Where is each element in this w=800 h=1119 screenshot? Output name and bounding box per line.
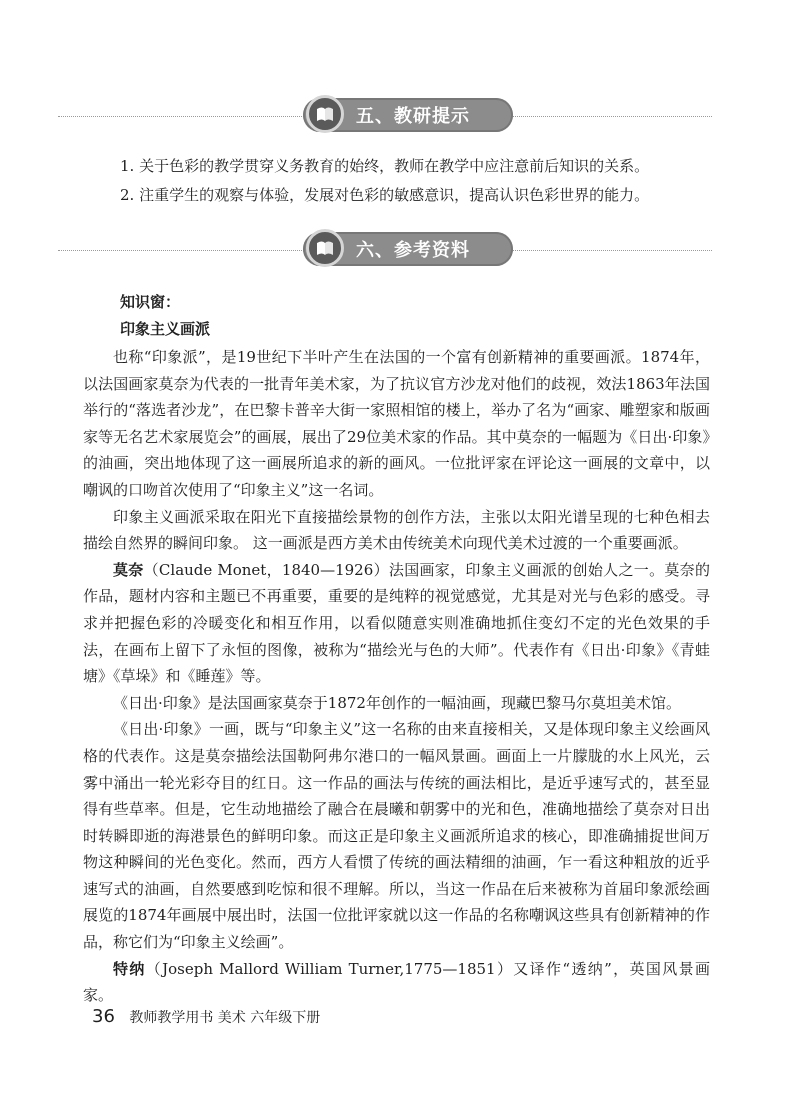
paragraph: 《日出·印象》是法国画家莫奈于1872年创作的一幅油画，现藏巴黎马尔莫坦美术馆。 xyxy=(113,693,681,712)
tip-item: 2. 注重学生的观察与体验，发展对色彩的敏感意识，提高认识色彩世界的能力。 xyxy=(120,186,650,204)
knowledge-label: 知识窗： xyxy=(120,293,181,311)
subsection-title: 印象主义画派 xyxy=(120,320,211,338)
term-name: 特纳 xyxy=(113,959,146,978)
section-title: 五、教研提示 xyxy=(356,106,470,127)
tip-item: 1. 关于色彩的教学贯穿义务教育的始终，教师在教学中应注意前后知识的关系。 xyxy=(120,157,650,175)
paragraph: 《日出·印象》一画，既与“印象主义”这一名称的由来直接相关，又是体现印象主义绘画风格的代表作。这是莫奈描绘法国勒阿弗尔港口的一幅风景画。画面上一片朦胧的水上风光，云雾中涌出一轮光彩夺目的红日。这一作品的画法与传统的画法相比，是近乎速写式的，甚至显得有些草率。但是，它生动地描绘了融合在晨曦和朝雾中的光和色，准确地描绘了莫奈对日出时转瞬即逝的海港景色的鲜明印象。而这正是印象主义画派所追求的核心，即准确捕捉世间万物这种瞬间的光色变化。然而，西方人看惯了传统的画法精细的油画，乍一看这种粗放的近乎速写式的油画，自然要感到吃惊和很不理解。所以，当这一作品在后来被称为首届印象派绘画展览的1874年画展中展出时，法国一位批评家就以这一作品的名称嘲讽这些具有创新精神的作品，称它们为“印象主义绘画”。 xyxy=(83,720,710,952)
section-banner-references xyxy=(58,230,712,270)
paragraph-text: （Claude Monet，1840—1926）法国画家，印象主义画派的创始人之一。莫奈的作品，题材内容和主题已不再重要，重要的是纯粹的视觉感觉，尤其是对光与色彩的感受。寻求并把握色彩的冷暖变化和相互作用，以看似随意实则准确地抓住变幻不定的光色效果的手法，在画布上留下了永恒的图像，被称为“描绘光与色的大师”。代表作有《日出·印象》《青蛙塘》《草垛》和《睡莲》等。 xyxy=(83,560,710,686)
book-title: 教师教学用书 美术 六年级下册 xyxy=(129,1010,321,1026)
section-title: 六、参考资料 xyxy=(356,240,470,261)
paragraph: 印象主义画派采取在阳光下直接描绘景物的创作方法，主张以太阳光谱呈现的七种色相去描绘自然界的瞬间印象。 这一画派是西方美术由传统美术向现代美术过渡的一个重要画派。 xyxy=(83,507,710,553)
page-footer xyxy=(92,1006,320,1027)
book-icon xyxy=(306,229,344,267)
paragraph xyxy=(83,956,710,1009)
article-body xyxy=(83,344,710,1009)
paragraph: 也称“印象派”，是19世纪下半叶产生在法国的一个富有创新精神的重要画派。1874年，以法国画家莫奈为代表的一批青年美术家，为了抗议官方沙龙对他们的歧视，效法1863年法国举行的“落选者沙龙”，在巴黎卡普辛大街一家照相馆的楼上，举办了名为“画家、雕塑家和版画家等无名艺术家展览会”的画展，展出了29位美术家的作品。其中莫奈的一幅题为《日出·印象》的油画，突出地体现了这一画展所追求的新的画风。一位批评家在评论这一画展的文章中，以嘲讽的口吻首次使用了“印象主义”这一名词。 xyxy=(83,348,710,499)
tips-list xyxy=(120,152,649,210)
book-icon xyxy=(306,95,344,133)
paragraph-text: （Joseph Mallord William Turner,1775—1851）又译作“透纳”，英国风景画家。 xyxy=(83,959,710,1005)
section-banner-teaching-tips xyxy=(58,96,712,136)
term-name: 莫奈 xyxy=(113,560,144,579)
page-number: 36 xyxy=(92,1006,115,1027)
paragraph xyxy=(83,557,710,690)
